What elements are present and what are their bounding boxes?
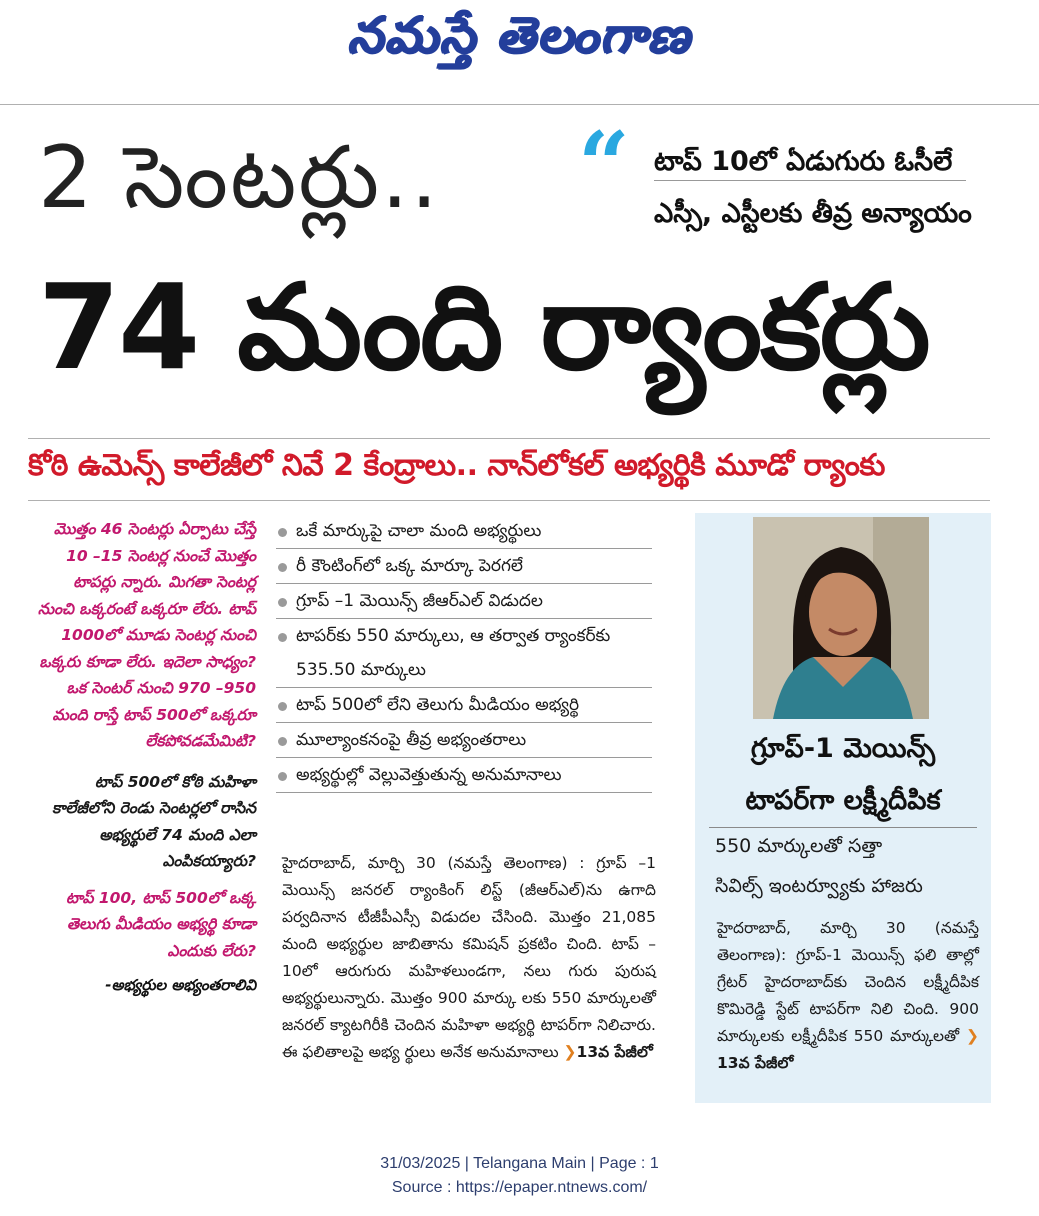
objection-para-1: మొత్తం 46 సెంటర్లు ఏర్పాటు చేస్తే 10 –15 సెంటర్ల నుంచే మొత్తం టాపర్లు న్నారు. మిగతా సెంటర్ల నుంచి ఒక్కరంటే ఒక్కరూ లేరు. టాప్ 1000లో మూడు సెంటర్ల నుంచి ఒక్కరు కూడా లేరు. ఇదెలా సాధ్యం? ఒక సెంటర్ నుంచి 970 –950 మంది రాస్తే టాప్ 500లో ఒక్కరూ లేకపోవడమేమిటి?: [37, 520, 256, 750]
objection-para-3: టాప్ 100, టాప్ 500లో ఒక్క తెలుగు మీడియం అభ్యర్థి కూడా ఎందుకు లేరు?: [65, 888, 256, 960]
continued-link[interactable]: [564, 1043, 653, 1061]
topper-sub-line1: 550 మార్కులతో సత్తా: [715, 835, 883, 857]
masthead-divider: [0, 104, 1039, 105]
subheadline: కోఠి ఉమెన్స్ కాలేజీలో నివే 2 కేంద్రాలు.. నాన్‌లోకల్ అభ్యర్థికి మూడో ర్యాంకు: [28, 448, 885, 483]
list-item: మూల్యాంకనంపై తీవ్ర అభ్యంతరాలు: [276, 723, 652, 758]
topper-sub-line2: సివిల్స్ ఇంటర్వ్యూకు హాజరు: [715, 875, 923, 897]
list-item: అభ్యర్థుల్లో వెల్లువెత్తుతున్న అనుమానాలు: [276, 758, 652, 793]
masthead: [0, 0, 1039, 86]
objections-column: [34, 516, 256, 998]
topper-photo: [753, 517, 929, 719]
page-arrow-icon: ❯: [563, 1043, 577, 1061]
portrait-image: [753, 517, 929, 719]
objection-signoff: -అభ్యర్థుల అభ్యంతరాలివి: [105, 976, 256, 994]
headline-line2: 74 మంది ర్యాంకర్లు: [38, 258, 929, 396]
topper-title-line2: టాపర్‌గా లక్ష్మీదీపిక: [745, 785, 941, 816]
page-arrow-icon: ❯: [966, 1027, 979, 1045]
list-item: [276, 619, 652, 688]
side-quote-line1: టాప్ 10లో ఏడుగురు ఓసీలే: [654, 146, 953, 177]
list-item-text: టాపర్‌కు 550 మార్కులు, ఆ తర్వాత ర్యాంకర్‌కు 535.50 మార్కులు: [296, 626, 611, 680]
highlights-list: [276, 514, 652, 793]
side-quote-line2: ఎస్సీ, ఎస్టీలకు తీవ్ర అన్యాయం: [654, 198, 972, 229]
continued-label: 13వ పేజీలో: [717, 1054, 794, 1072]
side-quote-divider: [654, 180, 966, 181]
list-item: రీ కౌంటింగ్‌లో ఒక్క మార్కూ పెరగలే: [276, 549, 652, 584]
topper-sidebar: [695, 513, 991, 1103]
topper-body: [717, 915, 979, 1077]
subhead-divider: [28, 500, 990, 501]
topper-text: హైదరాబాద్, మార్చి 30 (నమస్తే తెలంగాణ): గ్రూప్-1 మెయిన్స్ ఫలి తాల్లో గ్రేటర్ హైదరాబాద్‌కు చెందిన లక్ష్మీదీపిక కొమిరెడ్డి స్టేట్ టాపర్‌గా నిలి చింది. 900 మార్కులకు లక్ష్మీదీపిక 550 మార్కులతో: [717, 919, 979, 1045]
headline-divider: [28, 438, 990, 439]
list-item: గ్రూప్ –1 మెయిన్స్ జీఆర్‌ఎల్ విడుదల: [276, 584, 652, 619]
objection-para-2: టాప్ 500లో కోఠి మహిళా కాలేజీలోని రెండు సెంటర్లలో రాసిన అభ్యర్థులే 74 మంది ఎలా ఎంపికయ్యారు?: [52, 772, 256, 870]
headline-line1: 2 సెంటర్లు..: [38, 128, 440, 228]
continued-label: 13వ పేజీలో: [576, 1043, 653, 1061]
open-quote-icon: “: [578, 112, 630, 218]
footer-source: Source : https://epaper.ntnews.com/: [391, 1179, 648, 1196]
article-body: [282, 850, 656, 1066]
panel-divider: [709, 827, 977, 828]
list-item: ఒకే మార్కుపై చాలా మంది అభ్యర్థులు: [276, 514, 652, 549]
article-text: హైదరాబాద్, మార్చి 30 (నమస్తే తెలంగాణ) : గ్రూప్ –1 మెయిన్స్ జనరల్ ర్యాంకింగ్ లిస్ట్ (జీఆర్‌ఎల్)ను ఉగాది పర్వదినాన టీజీపీఎస్సీ విడుదల చేసింది. మొత్తం 21,085 మంది అభ్యర్థుల జాబితాను కమిషన్ ప్రకటిం చింది. టాప్ –10లో ఆరుగురు మహిళలుండగా, నలు గురు పురుష అభ్యర్థులున్నారు. మొత్తం 900 మార్కు లకు 550 మార్కులతో జనరల్ క్యాటగిరీకి చెందిన మహిళా అభ్యర్థి టాపర్‌గా నిలిచారు. ఈ ఫలితాలపై అభ్య ర్థులు అనేక అనుమానాలు: [282, 854, 656, 1061]
page-footer: [0, 1152, 1039, 1200]
topper-title-line1: గ్రూప్-1 మెయిన్స్: [750, 733, 936, 764]
masthead-logo: నమస్తే తెలంగాణ: [347, 6, 692, 64]
list-item: టాప్ 500లో లేని తెలుగు మీడియం అభ్యర్థి: [276, 688, 652, 723]
footer-date-edition: 31/03/2025 | Telangana Main | Page : 1: [380, 1155, 659, 1172]
